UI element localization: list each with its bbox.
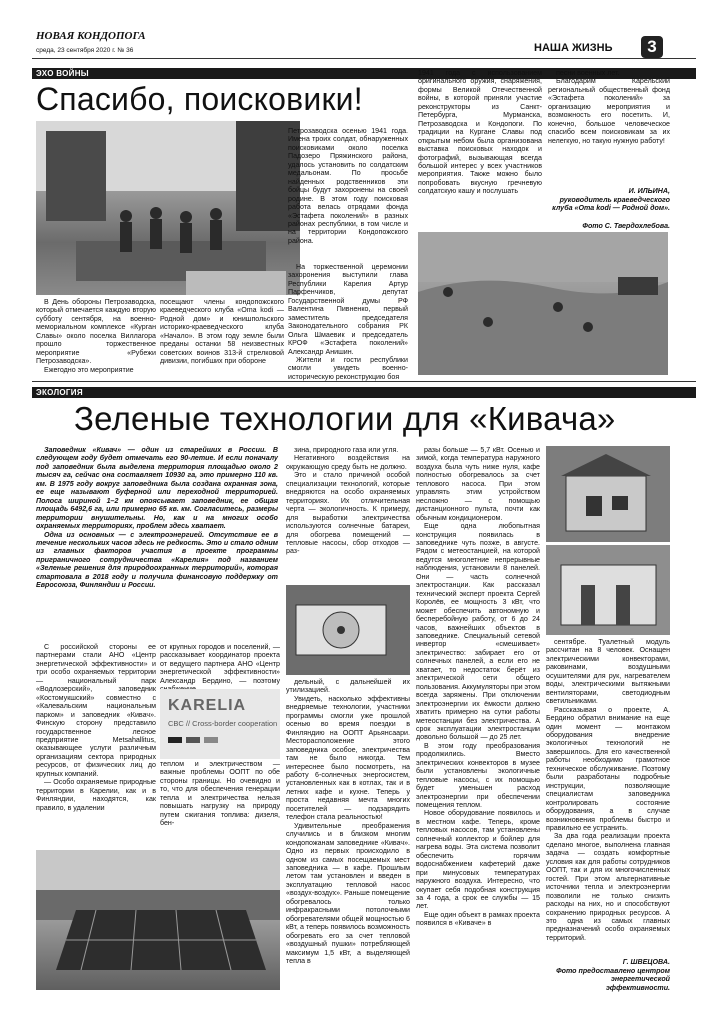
page-number: 3 [641,36,663,58]
article1-col3-bottom: На торжественной церемонии захоронения выступили глава Республики Карелия Артур Парфенчиков, депутат Государственной думы РФ Валентина Пивненко, первый заместитель председателя Законодательного собрания РК Ольга Шмаевик и председатель КРОФ «Эстафета поколений» Александр Анишин. Жители и гости республики смогли увидеть военно-историческую реконструкцию боя [288,263,408,381]
solar-panels-photo [36,850,280,990]
karelia-logo-title: KARELIA [168,697,247,714]
section-title: НАША ЖИЗНЬ [534,42,613,54]
article2-title: Зеленые технологии для «Кивача» [74,400,616,437]
article1-title: Спасибо, поисковики! [36,81,363,117]
karelia-cbc-logo [160,689,280,759]
building-photo [546,446,670,542]
article1-col5: песни военных лет. Благодарим Карельский региональный общественный фонд «Эстафета поколений» за организацию мероприятия и возможность его посетить. И, конечно, большое человеческое спасибо всем поисковикам за их нелегкую, но такую нужную работу! [548,69,670,145]
article2-col-b-top: от крупных городов и поселений, — рассказывает координатор проекта от ведущего партнера АНО «Центр энергетической эффективности» Александр Бердино, — поэтому [160,643,280,685]
article2-col-c-bottom: дельный, с дальнейшей их утилизацией. Увидеть, насколько эффективны внедряемые технологии, участники программы смогли уже прошлой осенью во время поездки в Финляндию на ООПТ Арьянсаари. Месторасположение этого заповедника особое, электричества там не было никогда. Тем интереснее было посмотреть, на работу 6-солнечных энергосистем, установленных как в котлах, так и в летних кафе и кухне. Теперь у проста недавняя мечта многих посетителей — подзарядить телефон стала реальностью! Удивительные преображения случились и в близком многим кондопожанам заповеднике «Кивач». Одно из первых происходило в одном из самых посещаемых мест заповедника — в кафе. Прошлым летом там установлен и введен в эксплуатацию тепловой насос «воздух-воздух». Раньше помещение обогревалось только инфракрасными потолочными обогревателями общей мощностью 6 кВт, а теперь появилось возможность обогревать его за счет тепловой «воздушный пушки» потребляющей максимум 1,5 кВт, а выделяющей тепла в [286,678,410,965]
article-divider [32,381,696,382]
article1-col1: В День обороны Петрозаводска, который отмечается каждую вторую субботу сентября, на военно-мемориальном комплексе «Курган Славы» около поселка Виллагора прошло торжественное мероприятие «Рубежи Петрозаводска». Ежегодно это мероприятие [36,298,156,374]
article2-col-a: С российской стороны ее партнерами стали АНО «Центр энергетической эффективности» и три особо охраняемых территории — национальный парк «Водлозерский», заповедник «Костомукшский» совместно с «Калевальским национальным парком» и заповедник «Кивач». Финскую сторону представило государственное лесное предприятие Metsahallitus, оказывающее услуги различным организациям сектора природных ресурсов, от физических лиц до крупных компаний. — Особо охраняемые природные территории в Карелии, как и в Финляндии, находятся, как правило, в удалении [36,643,156,812]
flag-finland-icon [186,737,200,743]
toilet-module-graphic [546,545,670,635]
issue-date: среда, 23 сентября 2020 г. № 36 [36,47,134,54]
flag-eu-icon [168,737,182,743]
article2-col-b-bottom: теплом и электричеством — важные проблемы ООПТ по обе стороны границы. Но очевидно и то, что для обеспечения генерации тепла и электричества нельзя повышать нагрузку на природу путем сжигания топлива: дизеля, бен- [160,760,280,828]
article2-signature-photo: Фото предоставлено центром энергетической эффективности. [556,967,670,992]
header-rule [32,58,696,59]
reenactment-photo [418,232,668,375]
article1-signature-role: руководитель краеведческого клуба «Oma kodi — Родной дом». [552,196,670,213]
article1-col4: 1941 года с использованием оригинального оружия, снаряжения, формы Великой Отечественной войны, в которой приняли участие реконструкторы из Санкт-Петербурга, Мурманска, Петрозаводска и Кондопоги. По традиции на Кургане Славы под открытым небом была организована выставка поисковых находок и фотографий, вызывающая всегда большой интерес у всех участников мероприятия. Также можно было попробовать вкусную гречневую солдатскую кашу и послушать [418,69,542,196]
article1-signature-photo: Фото С. Твердохлебова. [582,222,670,230]
rubric-war-echo: ЭХО ВОЙНЫ [32,68,696,79]
flag-russia-icon [204,737,218,743]
article2-col-d: разы больше — 5,7 кВт. Осенью и зимой, когда температура наружного воздуха была чуть ниже нуля, кафе полностью обогревалось за счет теплового насоса. При этом управлять этим устройством несложно — с помощью дистанционного пульта, почти как обычным кондиционером. Еще одна любопытная конструкция появилась в заповеднике чуть позже, в августе. Рядом с метеостанцией, на которой ведутся многолетние непрерывные наблюдения, установили 8 панелей. Они — часть солнечной электростанции. Как рассказал технический эксперт проекта Сергей Королёв, ее мощность 3 кВт, что может обеспечить автономную и бесперебойную работу, от 6 до 24 часов, важнейших объектов в заповеднике. Специальный сетевой инвертор «смешивает» электричество: забирает его от солнечных панелей, а если его не хватает, то недостаток берёт из электрической сети общего пользования. Аккумуляторы при этом всегда заряжены. При отключении электроэнергии их ёмкости должно хватить примерно на сутки работы метеостанции без электричества. А срок эксплуатации электростанции довольно большой — до 25 лет. В этом году преобразования продолжились. Вместо электрических конвекторов в музее были установлены экологичные тепловые насосы, с их помощью будет уменьшен расход электроэнергии при обеспечении помещения теплом. Новое оборудование появилось и в местном кафе. Теперь, кроме тепловых насосов, там установлены солнечный коллектор и бойлер для нагрева воды. Эта система позволит обеспечить горячим водоснабжением кафетерий даже при минусовых температурах наружного воздуха. Интересно, что окупает себя подобная конструкция за 4 года, а срок ее службы — 15 лет. Еще один объект в рамках проекта появился в «Киваче» в [416,446,540,928]
heat-pump-photo [286,585,410,675]
heat-pump-graphic [286,585,410,675]
solar-panels-graphic [36,850,280,990]
article2-lead: Заповедник «Кивач» — один из старейших в России. В следующем году будет отмечать его 90-летие. И если поначалу под заповедник была выделена территория площадью около 2 тысяч га, сейчас она составляет 10930 га, это примерно 110 кв. км. В 1975 году вокруг заповедника была создана охранная зона, ее еще называют буферной или переходной территорией. Полоса шириной 1–2 км опоясывает заповедник, ее общая площадь 6492,6 га, или примерно 65 кв. км. Согласитесь, размеры территории внушительны. Но, как и на многих особо охраняемых территориях, проблем здесь хватает. Одна из основных — с электроэнергией. Отсутствие ее в течение нескольких часов здесь не редкость. Это и стало одним из главных факторов участия в проекте программы приграничного сотрудничества «Карелия» под названием «Зеленые решения для природоохранных территорий», которая стартовала в 2018 году и получила финансовую поддержку от Евросоюза, Финляндии и России. [36,446,278,590]
article2-signature-name: Г. ШВЕЦОВА. [622,958,670,966]
building-graphic [546,446,670,542]
article2-col-e: сентябре. Туалетный модуль рассчитан на 8 человек. Оснащен электрическими конвекторами, раковинами, воздушными осушителями для рук, нагревателем воды, электрическими вытяжными вентиляторами, светодиодным светильниками. Рассказывая о проекте, А. Бердино обратил внимание на еще один момент — монтажом оборудования внедрение экологичных технологий не завершилось. Для его качественной работы необходимо грамотное техническое обслуживание. Поэтому были разработаны подробные инструкции, позволяющие специалистам заповедника контролировать состояние оборудования, а в случае возникновения проблемы быстро и правильно ее устранить. За два года реализации проекта сделано многое, выполнена главная задача — создать комфортные условия как для работы сотрудников ООПТ, так и для их многочисленных гостей. При этом альтернативные источники тепла и электроэнергии позволили не только снизить расходы на них, но и способствуют сохранению природных ресурсов. А это одна из самых главных предназначений особо охраняемых территорий. [546,638,670,942]
article1-col2: посещают члены кондопожского краеведческого клуба «Oma kodi — Родной дом» и юнишпольского историко-краеведческого клуба «Начало». В этом году земле были преданы останки 58 неизвестных советских воинов 313-й стрелковой дивизии, погибших при обороне [160,298,284,366]
article1-signature-name: И. ИЛЬИНА, [628,187,670,195]
rubric-ecology: ЭКОЛОГИЯ [32,387,696,398]
ceremony-photo [36,121,300,295]
article2-col-c-top: зина, природного газа или угля. Негативного воздействия на окружающую среду быть не должно. Это и стало причиной особой специализации технологий, которые внедряются на особо охраняемых территориях. Их отличительная черта — экологичность. К примеру, для выработки электричества используются солнечные батареи, для обогрева помещений — тепловые насосы, сбор отходов — раз- [286,446,410,556]
karelia-logo-subtitle: CBC // Cross-border cooperation [168,719,278,728]
newspaper-logo: НОВАЯ КОНДОПОГА [36,30,146,42]
ceremony-photo-graphic [36,121,300,295]
article1-col3-top: Петрозаводска осенью 1941 года. Имена троих солдат, обнаруженных поисковиками около поселка Падозеро Пряжинского района, удалось установить по солдатским медальонам. По просьбе найденных родственников эти бойцы будут захоронены на своей родине. В этом году поисковая работа велась отрядами фонда «Эстафета поколений» в разных районах республики, в том числе и на территории Кондопожского района. [288,127,408,245]
reenactment-photo-graphic [418,232,668,375]
toilet-module-photo [546,545,670,635]
